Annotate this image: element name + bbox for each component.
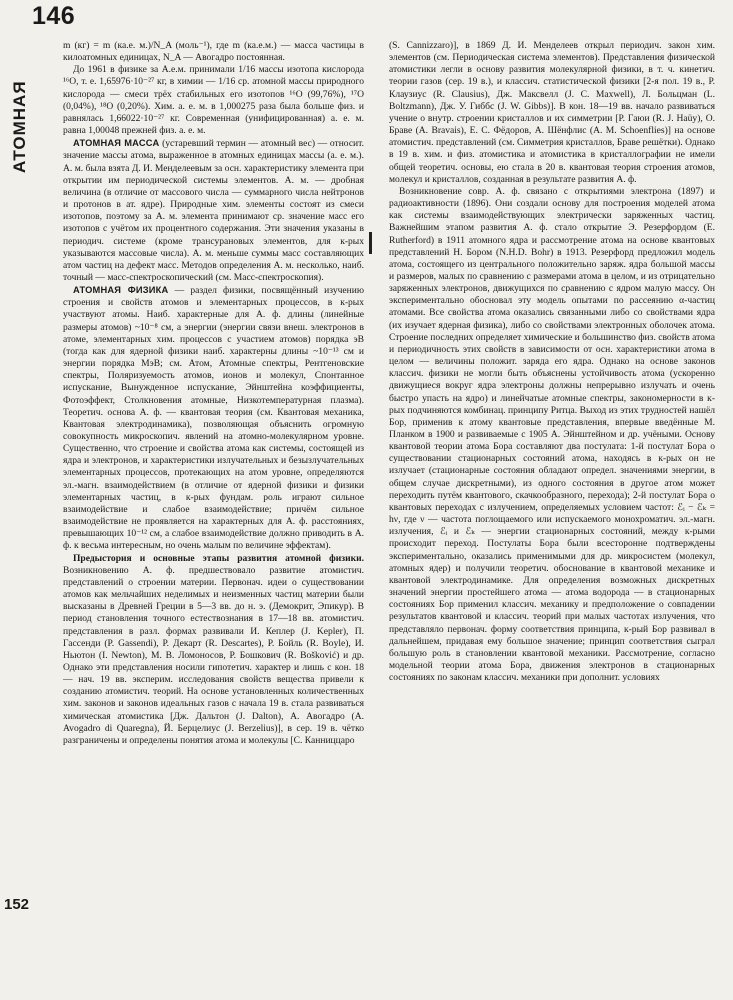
- paragraph-text: — раздел физики, посвящённый изучению строения и свойств атомов и элементарных процессов, в к-рых участвуют атомы. Наиб. характерные для А. ф. длины (линейные размеры атомов) ~10⁻⁸ см, а энергии (энергии связи внеш. электронов в атоме, элементарных хим. процессов с участием атомов) порядка эВ (тогда как для ядерной физики наиб. характерны длины ~10⁻¹³ см и энергии порядка МэВ; см. Атом, Атомные спектры, Рентгеновские спектры, Поляризуемость атомов, ионов и молекул, Спонтанное испускание, Вынужденное испускание, Эйнштейна коэффициенты, Фотоэффект, Столкновения атомные, Низкотемпературная плазма). Теоретич. основа А. ф. — квантовая теория (см. Квантовая механика, Квантовая электродинамика), позволяющая объяснить огромную совокупность микроскопич. явлений на атомно-молекулярном уровне. Существенно, что строение и свойства атома как системы, состоящей из ядра и электронов, и характеристики излучательных и безызлучательных элементарных процессов, протекающих на атом уровне, определяются эл.-магн. взаимодействием (в отличие от ядерной физики и физики элементарных частиц, в к-рых фундам. роль играют сильное взаимодействие и слабое взаимодействие; причём сильное взаимодействие не проявляется на характерных для А. ф. расстояниях, превышающих 10⁻¹² см, а слабое взаимодействие должно приводить в А. ф. к весьма интересным, но очень малым по величине эффектам).: [63, 285, 364, 552]
- entry-headword: АТОМНАЯ МАССА: [73, 138, 160, 149]
- paragraph: [63, 40, 364, 64]
- entry-headword: АТОМНАЯ ФИЗИКА: [73, 285, 169, 296]
- article-entry: [63, 553, 364, 748]
- paragraph: [389, 186, 715, 684]
- paragraph-text: (устаревший термин — атомный вес) — относит. значение массы атома, выраженное в атомных единицах массы (а. е. м.). А. м. была взята Д. И. Менделеевым за осн. характеристику элемента при открытии им периодической системы элементов. А. м. — дробная величина (в отличие от массового числа — суммарного числа нейтронов и протонов в ат. ядре). Природные хим. элементы состоят из смеси изотопов, поэтому за А. м. элемента принимают ср. значение масс его изотопов с учётом их процентного содержания. Эти значения указаны в периодич. системе (кроме трансурановых элементов, для к-рых указываются массовые числа). А. м. меньше суммы масс составляющих атом частиц на дефект масс. Методов определения А. м. несколько, наиб. точный — масс-спектроскопический (см. Масс-спектроскопия).: [63, 138, 364, 283]
- right-column: [389, 40, 715, 988]
- margin-marker: [369, 232, 372, 254]
- article-entry: [63, 284, 364, 552]
- section-subheading: Предыстория и основные этапы развития атомной физики.: [73, 552, 364, 564]
- paragraph-text: (S. Cannizzaro)], в 1869 Д. И. Менделеев открыл периодич. закон хим. элементов (см. Периодическая система элементов). Представления физической атомистики легли в основу развития молекулярной физики, в т. ч. кинетич. теории газов (сер. 19 в.), и классич. статистической физики [2-я пол. 19 в., Р. Клаузиус (R. Clausius), Дж. Максвелл (J. C. Maxwell), Л. Больцман (L. Boltzmann), Дж. У. Гиббс (J. W. Gibbs)]. В кон. 18—19 вв. начало развиваться учение о внутр. строении кристаллов и их симметрии [Р. Гаюи (R. J. Haüy), О. Браве (A. Bravais), Е. С. Фёдоров, А. Шёнфлис (A. M. Schoenflies)] на основе атомистич. представлений (см. Симметрия кристаллов, Браве решётки). Однако в 19 в. хим. и физ. атомистика и атомистика в кристаллографии не имели общей теоретич. основы, ею стала в 20 в. квантовая теория строения атомов, молекул и кристаллов, созданная в результате развития А. ф.: [389, 40, 715, 185]
- paragraph-text: Возникновение совр. А. ф. связано с открытиями электрона (1897) и радиоактивности (1896). Они создали основу для построения моделей атома как системы взаимодействующих электрически заряженных частиц. Важнейшим этапом развития А. ф. стало открытие Э. Резерфордом (E. Rutherford) в 1911 атомного ядра и рассмотрение атома на основе квантовых представлений Н. Бором (N.H.D. Bohr) в 1913. Резерфорд предложил модель атома, состоящего из центрального положительно заряж. ядра большой массы и размеров, малых по сравнению с размерами атома в целом, и из отрицательно заряженных электронов, движущихся по сравнению с ядром малую массу. Он экспериментально обосновал эту модель опытами по рассеянию α-частиц атомами. Все свойства атома оказались связанными либо со свойствами ядра (их изучает ядерная физика), либо со свойствами электронных оболочек атома. Строение последних определяет химические и большинство физ. свойств атома и периодичность этих свойств в зависимости от осн. характеристики атома в целом — величины положит. заряда его ядра. Однако на основе законов классич. физики не могли быть объяснены устойчивость атома (ускоренно движущиеся вокруг ядра электроны должны непрерывно излучать и очень быстро упасть на ядро) и линейчатые атомные спектры, закономерности в к-рых подчиняются комбинац. принципу Ритца. Выход из этих трудностей нашёл Бор, применив к атому квантовые представления, впервые введённые М. Планком в 1900 и развиваемые с 1905 А. Эйнштейном и др. учёными. Основу квантовой теории атома Бора составляют два постулата: 1-й постулат Бора о существовании стационарных состояний атома, находясь в к-рых он не излучает (стационарные состояния обладают определ. значениями энергии, в общем случае дискретными), из одного состояния в другое атом может переходить путём квантового, скачкообразного, перехода); 2-й постулат Бора о квантовых переходах с излучением, определяемых условием частот: ℰᵢ − ℰₖ = hν, где ν — частота поглощаемого или испускаемого монохроматич. эл.-магн. излучения, ℰᵢ и ℰₖ — энергии стационарных состояний, между к-рыми происходит переход. Постулаты Бора были всесторонне подтверждены экспериментально, оказались применимыми для др. микросистем (молекул, атомных ядер) и получили теоретич. обоснование в квантовой механике и квантовой электродинамике. Для определения возможных дискретных значений энергии простейшего атома — атома водорода — в стационарных состояниях Бор применил классич. механику и предположение о совпадении результатов квантовой и классич. теорий при малых частотах излучения, что представляло первонач. форму соответствия принципа, к-рый Бор развивал в дальнейшем, придавая ему большое значение; принцип соответствия сыграл большую роль в становлении квантовой механики. Рассмотрение, согласно модельной теории атома Бора, движения электронов в стационарных состояниях по законам классич. механики при дополнит. условиях: [389, 185, 715, 684]
- article-entry: [63, 137, 364, 284]
- paragraph-text: Возникновению А. ф. предшествовало развитие атомистич. представлений о строении материи. Первонач. идеи о существовании атомов как мельчайших неделимых и неизменных частиц материи были высказаны в Древней Греции в 5—3 вв. до н. э. (Демокрит, Эпикур). В период становления точного естествознания в 17—18 вв. атомистич. представления в разл. формах развивали И. Кеплер (J. Kepler), П. Гассенди (P. Gassendi), Р. Декарт (R. Descartes), Р. Бойль (R. Boyle), И. Ньютон (I. Newton), М. В. Ломоносов, Р. Бошкович (R. Bošković) и др. Однако эти представления носили гипотетич. характер и лишь с кон. 18 — нач. 19 вв. эксперим. исследования свойств вещества привели к созданию атомистич. теорий. На основе установленных количественных хим. законов и законов идеальных газов с начала 19 в. стала развиваться химическая атомистика [Дж. Дальтон (J. Dalton), А. Авогадро (A. Avogadro di Quaregna), Й. Берцелиус (J. Berzelius)], в сер. 19 в. чётко разграничены и определены понятия атома и молекулы [С. Канниццаро: [63, 564, 364, 746]
- paragraph: [63, 64, 364, 137]
- paragraph-text: m (кг) = m (ка.е. м.)/N_A (моль⁻¹), где m (ка.е.м.) — масса частицы в килоатомных единицах, N_A — Авогадро постоянная.: [63, 40, 364, 64]
- paragraph-text: До 1961 в физике за А.е.м. принимали 1/16 массы изотопа кислорода ¹⁶O, т. е. 1,65976·10⁻²⁷ кг, в химии — 1/16 ср. атомной массы природного кислорода — смеси трёх стабильных его изотопов ¹⁶O (99,76%), ¹⁷O (0,04%), ¹⁸O (0,20%). Хим. а. е. м. в 1,000275 раза была больше физ. и равнялась 1,66022·10⁻²⁷ кг. Современная (унифицированная) а. е. м. равна 1,00048 прежней физ. а. е. м.: [63, 64, 364, 137]
- paragraph: [389, 40, 715, 186]
- left-column: [63, 40, 364, 988]
- running-head: АТОМНАЯ: [10, 80, 29, 174]
- folio-number: 152: [4, 896, 30, 913]
- page-number: 146: [32, 2, 76, 30]
